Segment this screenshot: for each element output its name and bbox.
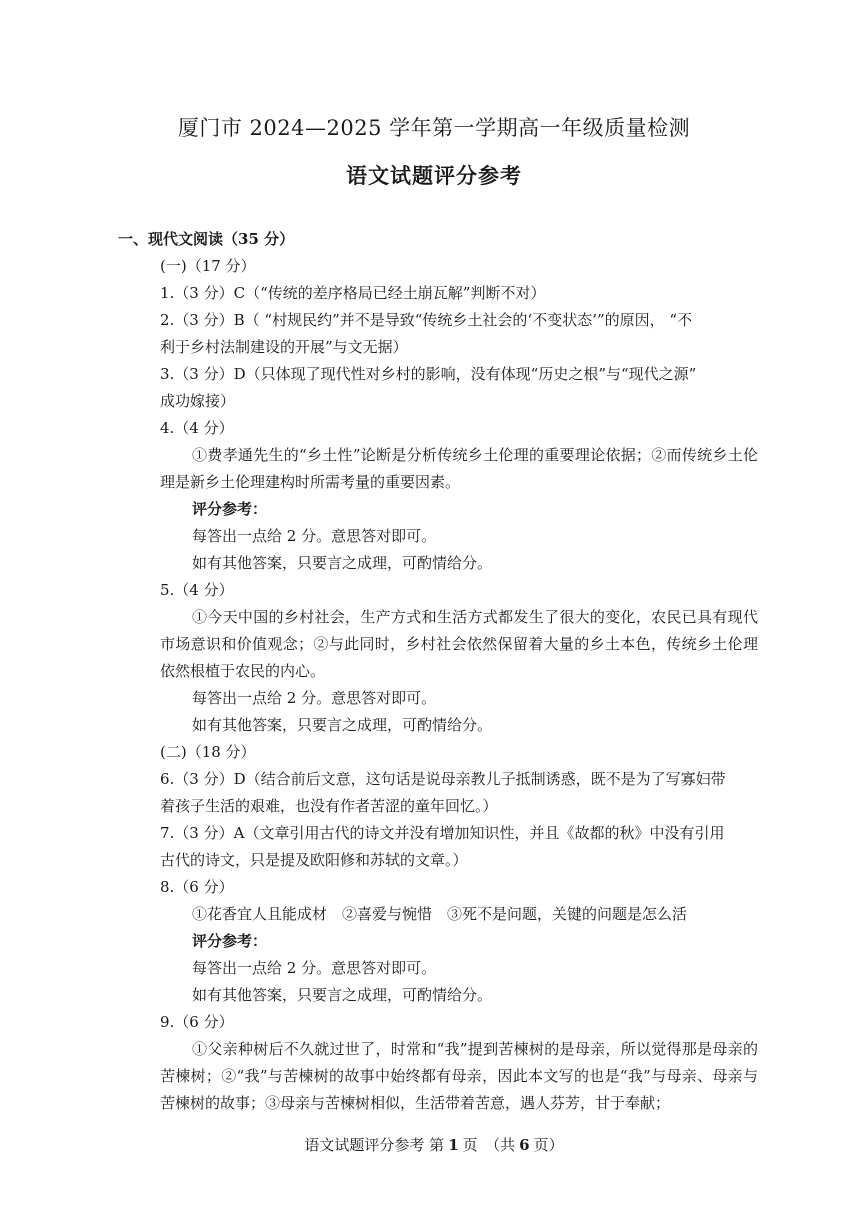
question-9-heading: 9.（6 分）	[160, 1013, 234, 1031]
part-heading-2: (二)（18 分）	[160, 743, 256, 761]
question-7-line-2: 古代的诗文，只是提及欧阳修和苏轼的文章。）	[160, 851, 468, 869]
question-4-answer: ①费孝通先生的“乡土性”论断是分析传统乡土伦理的重要理论依据；②而传统乡土伦理是新乡土伦理建构时所需考量的重要因素。	[160, 446, 758, 491]
part-heading-1: (一)（17 分）	[160, 257, 256, 275]
question-8-answer: ①花香宜人且能成材 ②喜爱与惋惜 ③死不是问题，关键的问题是怎么活	[192, 905, 688, 923]
page-footer	[0, 1134, 868, 1155]
question-4-scoring-2: 如有其他答案，只要言之成理，可酌情给分。	[192, 554, 493, 572]
question-5-scoring-2: 如有其他答案，只要言之成理，可酌情给分。	[192, 716, 493, 734]
answer-content	[118, 226, 758, 1117]
footer-mid: 页 （共	[462, 1136, 516, 1154]
question-5-answer: ①今天中国的乡村社会，生产方式和生活方式都发生了很大的变化，农民已具有现代市场意识和价值观念；②与此同时，乡村社会依然保留着大量的乡土本色，传统乡土伦理依然根植于农民的内心。	[160, 608, 758, 680]
section-heading-1: 一、现代文阅读（35 分）	[118, 230, 295, 248]
question-8-scoring-1: 每答出一点给 2 分。意思答对即可。	[192, 959, 437, 977]
question-5-scoring-1: 每答出一点给 2 分。意思答对即可。	[192, 689, 437, 707]
question-4-scoring-label: 评分参考：	[192, 500, 268, 518]
question-6-line-1: 6.（3 分）D（结合前后文意，这句话是说母亲教儿子抵制诱惑，既不是为了写寡妇带	[160, 770, 726, 788]
question-9-answer: ①父亲种树后不久就过世了，时常和“我”提到苦楝树的是母亲，所以觉得那是母亲的苦楝树；②“我”与苦楝树的故事中始终都有母亲，因此本文写的也是“我”与母亲、母亲与苦楝树的故事；③母亲与苦楝树相似，生活带着苦意，遇人芬芳，甘于奉献；	[160, 1040, 758, 1112]
question-5-heading: 5.（4 分）	[160, 581, 234, 599]
question-8-scoring-label: 评分参考：	[192, 932, 268, 950]
footer-page-number: 1	[448, 1136, 459, 1154]
footer-prefix: 语文试题评分参考 第	[304, 1136, 445, 1154]
question-3-line-2: 成功嫁接）	[160, 392, 236, 410]
question-4-scoring-1: 每答出一点给 2 分。意思答对即可。	[192, 527, 437, 545]
question-6-line-2: 着孩子生活的艰难，也没有作者苦涩的童年回忆。）	[160, 797, 498, 815]
question-2-line-1: 2.（3 分）B（ “村规民约”并不是导致“传统乡土社会的‘不变状态’”的原因， “不	[160, 311, 693, 329]
question-1: 1.（3 分）C（“传统的差序格局已经土崩瓦解”判断不对）	[160, 284, 546, 302]
page-title: 厦门市 2024—2025 学年第一学期高一年级质量检测	[177, 116, 691, 140]
footer-suffix: 页）	[533, 1136, 564, 1154]
question-7-line-1: 7.（3 分）A（文章引用古代的诗文并没有增加知识性，并且《故都的秋》中没有引用	[160, 824, 725, 842]
question-8-heading: 8.（6 分）	[160, 878, 234, 896]
question-8-scoring-2: 如有其他答案，只要言之成理，可酌情给分。	[192, 986, 493, 1004]
question-3-line-1: 3.（3 分）D（只体现了现代性对乡村的影响，没有体现“历史之根”与“现代之源”	[160, 365, 697, 383]
question-2-line-2: 利于乡村法制建设的开展”与文无据）	[160, 338, 408, 356]
question-4-heading: 4.（4 分）	[160, 419, 234, 437]
page-subtitle: 语文试题评分参考	[346, 163, 522, 188]
footer-total-pages: 6	[519, 1136, 530, 1154]
